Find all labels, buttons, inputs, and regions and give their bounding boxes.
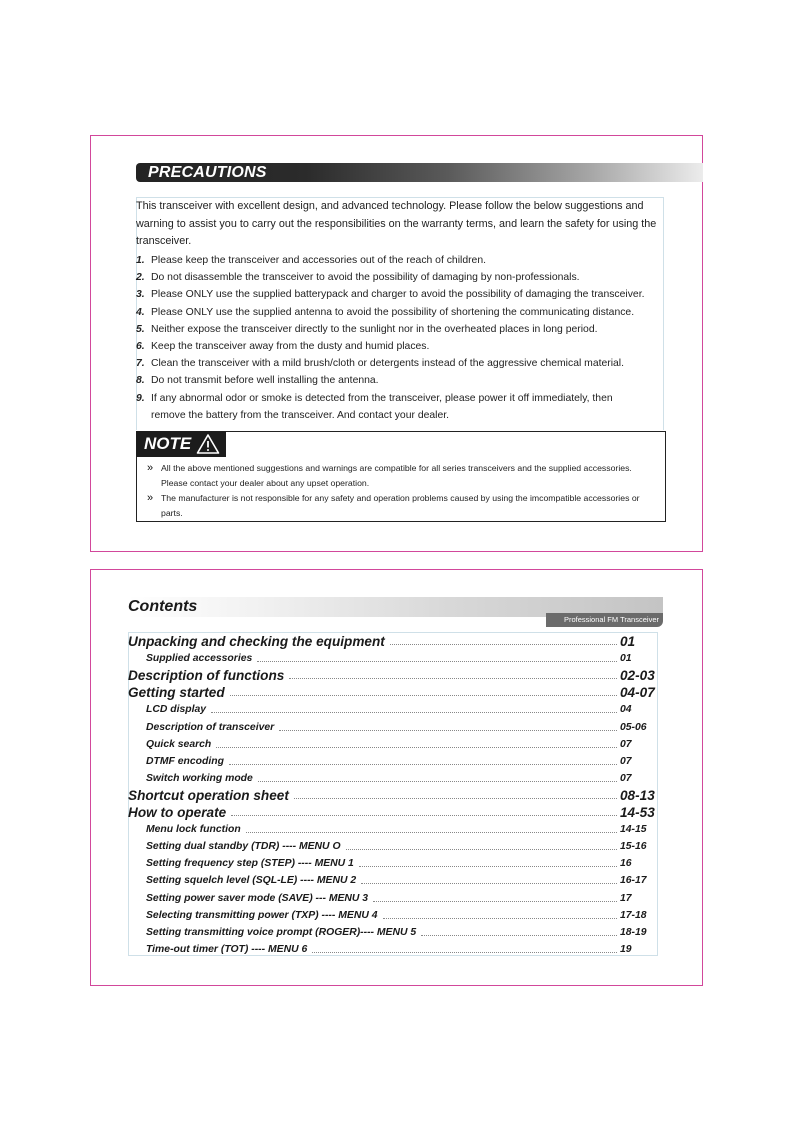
toc-subsection[interactable] (128, 700, 658, 717)
toc-title: How to operate (128, 805, 227, 821)
toc-leader-dots (294, 797, 617, 799)
toc-section[interactable] (128, 666, 658, 683)
toc-section[interactable] (128, 803, 658, 820)
toc-page: 18-19 (620, 926, 647, 938)
toc-title: Menu lock function (146, 824, 241, 836)
item-number: 4. (136, 306, 145, 318)
toc-subsection[interactable] (128, 717, 658, 734)
item-text: Keep the transceiver away from the dusty and humid places. (151, 341, 430, 353)
item-number: 5. (136, 323, 145, 335)
item-number: 2. (136, 272, 145, 284)
note-text: All the above mentioned suggestions and warnings are compatible for all series transceivers and the supplied accessories. Please contact your dealer about any upset operation. (161, 463, 632, 488)
toc-title: Time-out timer (TOT) ---- MENU 6 (146, 943, 308, 955)
list-item (136, 321, 676, 338)
toc-title: Getting started (128, 685, 225, 701)
item-number: 1. (136, 255, 145, 266)
toc-leader-dots (229, 763, 617, 765)
toc-leader-dots (257, 660, 617, 662)
toc-section[interactable] (128, 632, 658, 649)
item-text-continuation: remove the battery from the transceiver. And contact your dealer. (151, 409, 450, 421)
note-title: NOTE (144, 434, 192, 453)
toc-title: LCD display (146, 704, 207, 716)
item-text: Please ONLY use the supplied batterypack and charger to avoid the possibility of damaging the transceiver. (151, 289, 645, 301)
toc-title: Setting dual standby (TDR) ---- MENU O (146, 841, 341, 853)
toc-subsection[interactable] (128, 854, 658, 871)
toc-subsection[interactable] (128, 871, 658, 888)
toc-subsection[interactable] (128, 940, 658, 957)
toc-leader-dots (359, 865, 617, 867)
toc-leader-dots (211, 711, 617, 713)
toc-leader-dots (383, 917, 618, 919)
toc-leader-dots (246, 831, 617, 833)
toc-page: 16 (620, 858, 632, 870)
toc-page: 07 (620, 738, 632, 750)
toc-leader-dots (230, 694, 617, 696)
toc-page: 05-06 (620, 721, 647, 733)
toc-leader-dots (312, 951, 617, 953)
toc-subsection[interactable] (128, 735, 658, 752)
toc-page: 19 (620, 943, 632, 955)
item-text: Please ONLY use the supplied antenna to avoid the possibility of shortening the communicating distance. (151, 306, 635, 318)
item-number: 8. (136, 375, 145, 387)
toc-subsection[interactable] (128, 837, 658, 854)
precautions-intro: This transceiver with excellent design, and advanced technology. Please follow the below suggestions and warning to assist you to carry out the responsibilities on the warranty terms, and learn the safety for using the transceiver. (136, 200, 657, 247)
toc-page: 04-07 (620, 685, 655, 701)
double-chevron-icon: » (147, 462, 154, 474)
list-item (136, 286, 676, 303)
warning-icon (196, 433, 220, 455)
list-item (136, 372, 676, 389)
item-text: If any abnormal odor or smoke is detected from the transceiver, please power it off immediately, then (151, 392, 613, 404)
toc-leader-dots (289, 677, 617, 679)
contents-tag (546, 613, 663, 627)
toc-page: 07 (620, 755, 632, 767)
item-text: Please keep the transceiver and accessories out of the reach of children. (151, 255, 487, 266)
toc-title: Shortcut operation sheet (128, 787, 289, 803)
item-text: Neither expose the transceiver directly to the sunlight nor in the overheated places in long period. (151, 323, 598, 335)
table-of-contents (128, 632, 658, 957)
toc-title: Quick search (146, 738, 212, 750)
list-item (136, 269, 676, 286)
list-item (136, 252, 676, 269)
toc-title: Supplied accessories (146, 653, 253, 665)
toc-leader-dots (361, 882, 617, 884)
toc-subsection[interactable] (128, 649, 658, 666)
toc-page: 14-53 (620, 805, 655, 821)
toc-page: 01 (620, 653, 632, 665)
note-item (147, 461, 659, 490)
toc-title: Selecting transmitting power (TXP) ---- MENU 4 (146, 909, 378, 921)
note-tab (136, 431, 226, 457)
list-item (136, 304, 676, 321)
list-item (136, 390, 676, 424)
double-chevron-icon: » (147, 492, 154, 505)
toc-leader-dots (373, 900, 617, 902)
note-item (147, 491, 659, 520)
contents-tag-text: Professional FM Transceiver (563, 615, 659, 624)
toc-subsection[interactable] (128, 923, 658, 940)
toc-page: 17 (620, 892, 632, 904)
precautions-list (136, 252, 676, 424)
toc-subsection[interactable] (128, 820, 658, 837)
precautions-header (136, 163, 703, 182)
toc-leader-dots (216, 746, 617, 748)
list-item (136, 338, 676, 355)
item-number: 9. (136, 392, 145, 404)
toc-subsection[interactable] (128, 752, 658, 769)
toc-title: Switch working mode (146, 772, 253, 784)
item-text: Do not transmit before well installing the antenna. (151, 375, 379, 387)
toc-leader-dots (231, 814, 617, 816)
toc-page: 08-13 (620, 787, 655, 803)
note-text: The manufacturer is not responsible for any safety and operation problems caused by using the imcompatible accessories or parts. (161, 493, 640, 518)
toc-page: 14-15 (620, 824, 647, 836)
precautions-title: PRECAUTIONS (148, 164, 267, 181)
toc-title: Description of functions (128, 668, 285, 684)
toc-title: Unpacking and checking the equipment (128, 634, 385, 650)
toc-page: 16-17 (620, 875, 647, 887)
toc-page: 15-16 (620, 841, 647, 853)
contents-title: Contents (128, 598, 198, 615)
toc-title: Setting squelch level (SQL-LE) ---- MENU 2 (146, 875, 357, 887)
toc-title: DTMF encoding (146, 755, 224, 767)
toc-page: 02-03 (620, 668, 655, 684)
toc-page: 17-18 (620, 909, 647, 921)
toc-leader-dots (346, 848, 617, 850)
toc-page: 04 (620, 704, 632, 716)
toc-title: Setting frequency step (STEP) ---- MENU 1 (146, 858, 354, 870)
toc-subsection[interactable] (128, 769, 658, 786)
item-number: 6. (136, 341, 145, 353)
item-text: Clean the transceiver with a mild brush/cloth or detergents instead of the aggressive chemical material. (151, 358, 625, 370)
toc-leader-dots (279, 729, 617, 731)
toc-leader-dots (390, 643, 617, 645)
toc-page: 07 (620, 772, 632, 784)
note-items (147, 461, 659, 521)
item-text: Do not disassemble the transceiver to avoid the possibility of damaging by non-professionals. (151, 272, 580, 284)
toc-leader-dots (421, 934, 617, 936)
toc-section[interactable] (128, 683, 658, 700)
toc-title: Setting transmitting voice prompt (ROGER)---- MENU 5 (146, 926, 417, 938)
list-item (136, 355, 676, 372)
toc-section[interactable] (128, 786, 658, 803)
toc-title: Setting power saver mode (SAVE) --- MENU 3 (146, 892, 369, 904)
item-number: 3. (136, 289, 145, 301)
toc-subsection[interactable] (128, 906, 658, 923)
toc-leader-dots (258, 780, 617, 782)
note-box (136, 431, 666, 522)
toc-title: Description of transceiver (146, 721, 275, 733)
item-number: 7. (136, 358, 145, 370)
toc-subsection[interactable] (128, 888, 658, 905)
toc-page: 01 (620, 634, 636, 650)
